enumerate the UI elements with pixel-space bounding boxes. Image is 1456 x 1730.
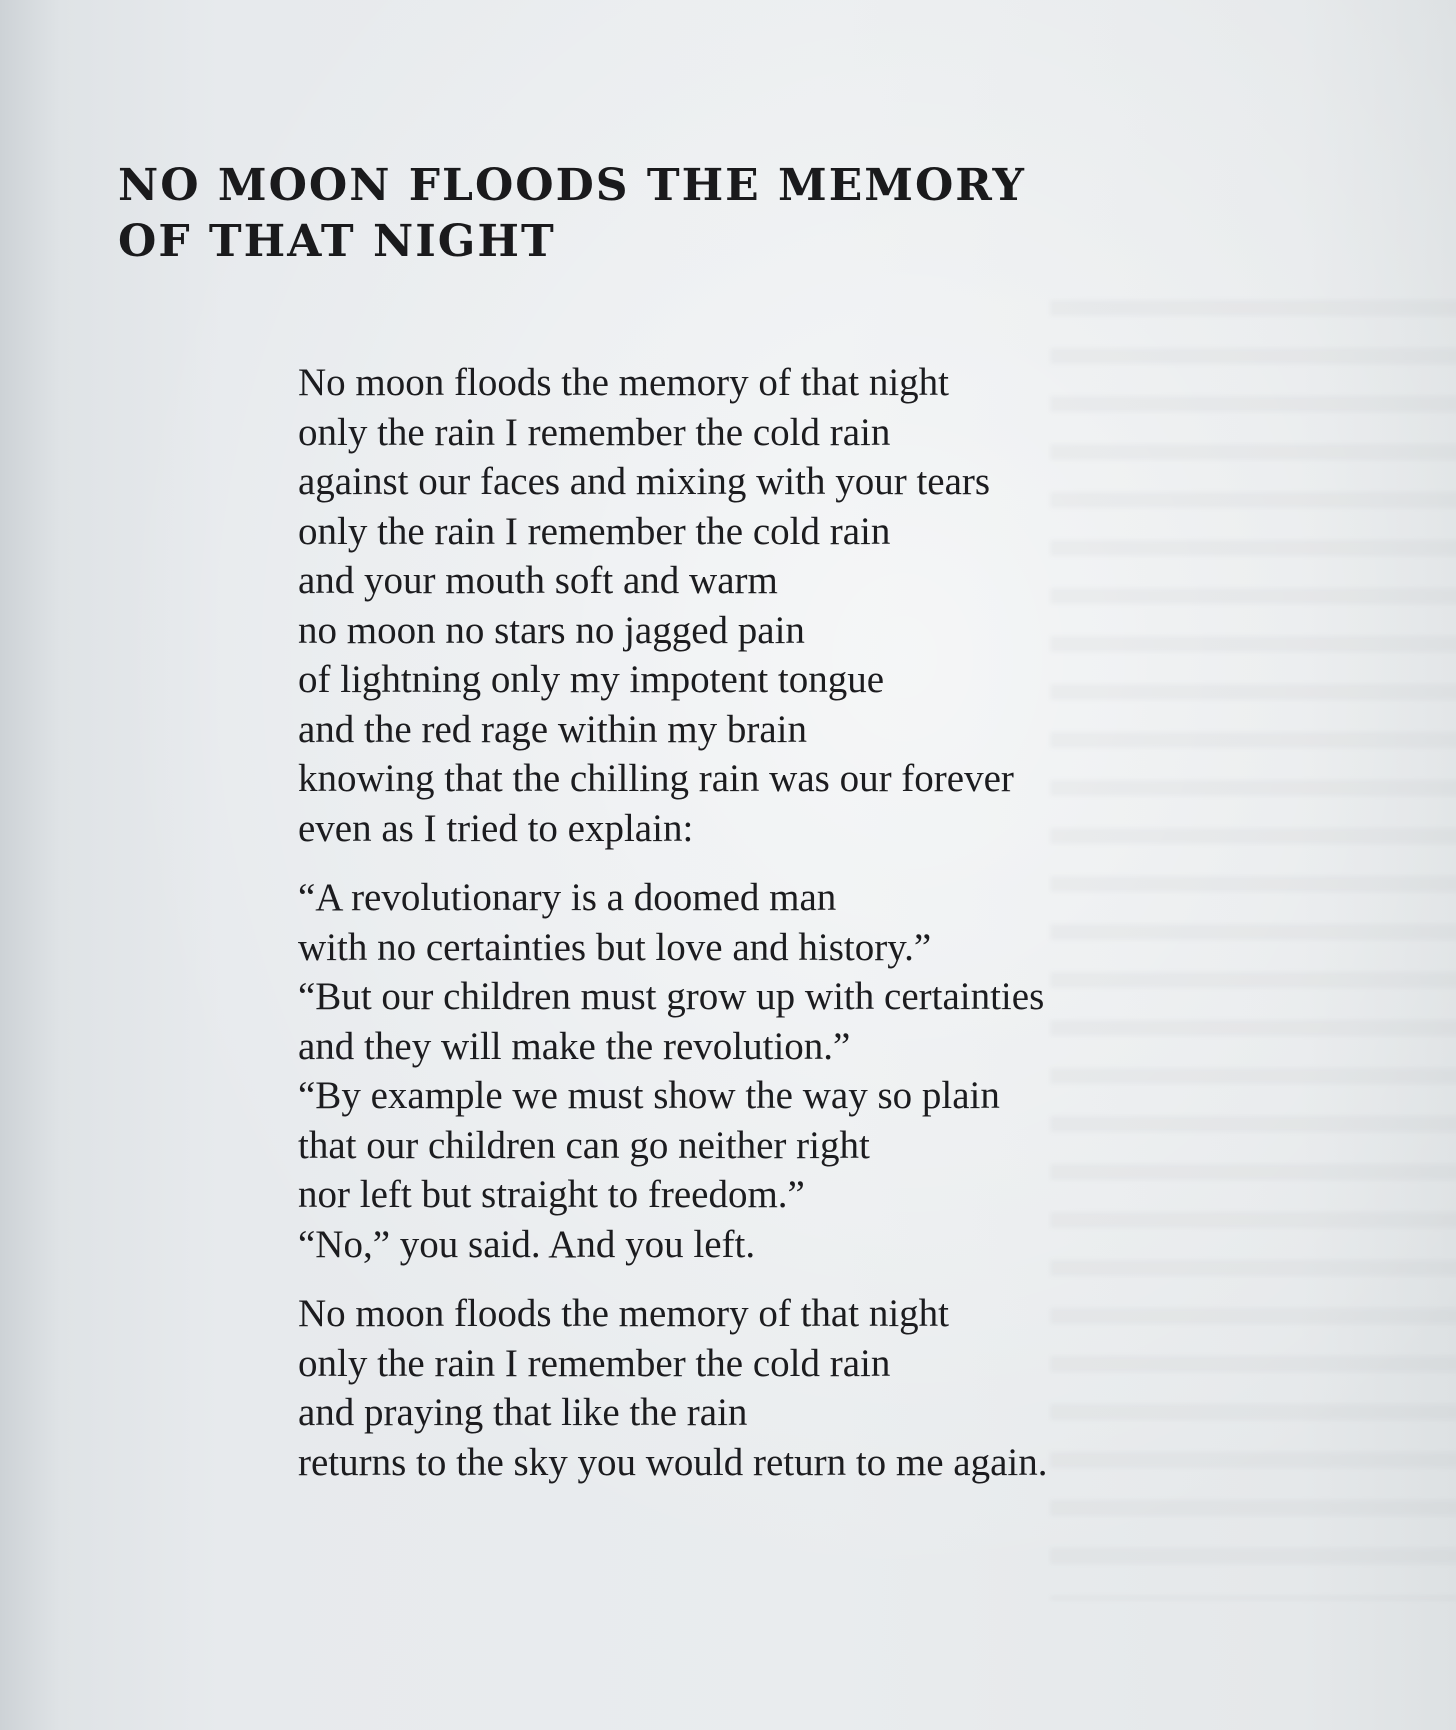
verse-line: and your mouth soft and warm <box>298 559 778 602</box>
stanza-2 <box>298 873 1198 1269</box>
verse-line: “But our children must grow up with certainties <box>298 975 1045 1018</box>
stanza-1 <box>298 358 1198 853</box>
verse-line: against our faces and mixing with your tears <box>298 460 991 503</box>
verse-line: only the rain I remember the cold rain <box>298 1341 891 1385</box>
verse-line: No moon floods the memory of that night <box>298 1292 950 1335</box>
verse-line: returns to the sky you would return to me again. <box>298 1440 1048 1484</box>
verse-line: of lightning only my impotent tongue <box>298 658 885 701</box>
verse-line: nor left but straight to freedom.” <box>298 1173 805 1216</box>
stanza-3 <box>298 1289 1198 1487</box>
verse-line: and the red rage within my brain <box>298 707 807 751</box>
verse-line: no moon no stars no jagged pain <box>298 608 805 652</box>
verse-line: only the rain I remember the cold rain <box>298 509 891 553</box>
poem-title-line-2: OF THAT NIGHT <box>118 216 556 267</box>
verse-line: No moon floods the memory of that night <box>298 361 950 404</box>
poem-title <box>118 158 1118 270</box>
verse-line: with no certainties but love and history.” <box>298 925 932 969</box>
verse-line: knowing that the chilling rain was our forever <box>298 757 1014 800</box>
verse-line: “A revolutionary is a doomed man <box>298 876 837 919</box>
poem-body <box>298 358 1198 1487</box>
verse-line: even as I tried to explain: <box>298 806 694 850</box>
verse-line: that our children can go neither right <box>298 1123 870 1167</box>
verse-line: “By example we must show the way so plain <box>298 1074 1000 1117</box>
verse-line: only the rain I remember the cold rain <box>298 410 891 454</box>
verse-line: “No,” you said. And you left. <box>298 1222 756 1266</box>
poem-title-line-1: NO MOON FLOODS THE MEMORY <box>118 160 1026 211</box>
verse-line: and they will make the revolution.” <box>298 1024 851 1068</box>
verse-line: and praying that like the rain <box>298 1391 748 1434</box>
